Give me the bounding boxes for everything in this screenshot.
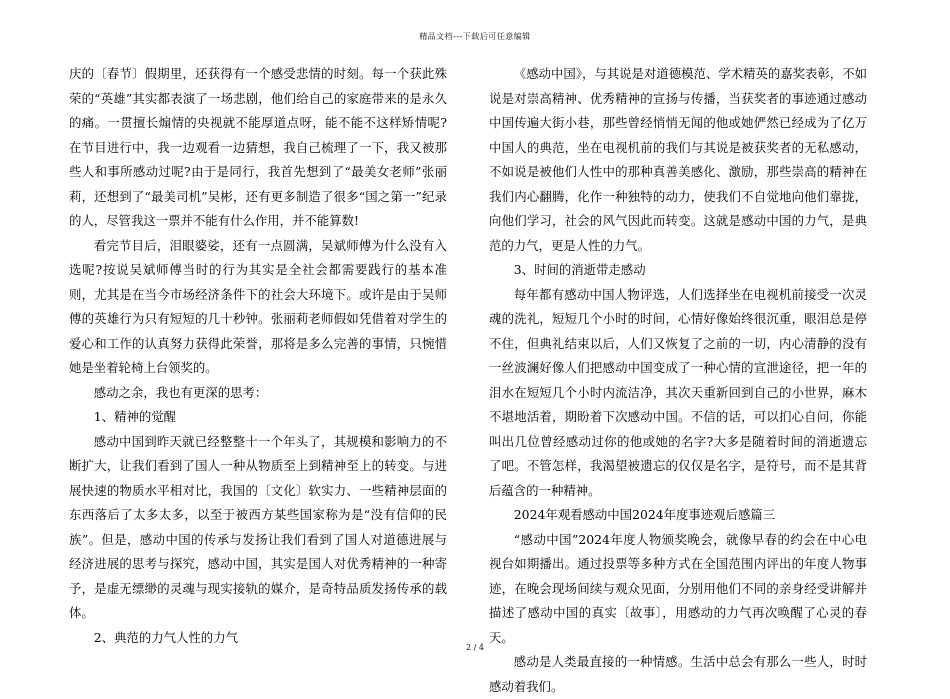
page-number: 2 / 4	[466, 643, 484, 652]
paragraph: 感动之余，我也有更深的思考：	[93, 384, 268, 400]
article-title: 2024年观看感动中国2024年度事迹观后感篇三	[513, 507, 776, 522]
section-heading: 3、时间的消逝带走感动	[513, 262, 646, 277]
paragraph: 《感动中国》，与其说是对道德模范、学术精英的嘉奖表彰，不如说是对崇高精神、优秀精神的宣扬与传播，当获奖者的事迹通过感动中国传遍大街小巷，那些曾经悄悄无闻的他或她俨然已经成为了亿万中国人的典范，坐在电视机前的我们与其说是被获奖者的无私感动，不如说是被他们人性中的那种真善美感化、激励，那些崇高的精神在我们内心翻腾，化作一种独特的动力，使我们不自觉地向他们靠拢，向他们学习，社会的风气因此而转变。这就是感动中国的力气，是典范的力气，更是人性的力气。	[489, 66, 867, 253]
section-heading: 2、典范的力气人性的力气	[93, 629, 238, 645]
paragraph: 感动中国到昨天就已经整整十一个年头了，其规模和影响力的不断扩大，让我们看到了国人一种从物质至上到精神至上的转变。与进展快速的物质水平相对比，我国的〔文化〕软实力、一些精神层面的东西落后了太多太多，以至于被西方某些国家称为是“没有信仰的民族”。但是，感动中国的传承与发扬让我们看到了国人对道德进展与经济进展的思考与探究，感动中国，其实是国人对优秀精神的一种寄予，是虚无缥缈的灵魂与现实接轨的媒介，是奇特品质发扬传承的载体。	[69, 433, 447, 620]
paragraph: 看完节目后，泪眼婆娑，还有一点圆满，吴斌师傅为什么没有入选呢?按说吴斌师傅当时的行为其实是全社会都需要践行的基本准则，尤其是在当今市场经济条件下的社会大环境下。或许是由于吴师傅的英雄行为只有短短的几十秒钟。张丽莉老师假如凭借着对学生的爱心和工作的认真努力获得此荣誉，那将是多么完善的事情，只惋惜她是坐着轮椅上台领奖的。	[69, 237, 447, 375]
paragraph: 每年都有感动中国人物评选，人们选择坐在电视机前接受一次灵魂的洗礼，短短几个小时的时间，心情好像始终很沉重，眼泪总是停不住，但典礼结束以后，人们又恢复了之前的一切，内心清静的没有一丝波澜好像人们把感动中国变成了一种心情的宣泄途径，把一年的泪水在短短几个小时内流洁净，其次天重新回到自己的小世界，麻木不堪地活着，期盼着下次感动中国。不信的话，可以扪心自问，你能叫出几位曾经感动过你的他或她的名字?大多是随着时间的消逝遗忘了吧。不管怎样，我渴望被遗忘的仅仅是名字，是符号，而不是其背后蕴含的一种精神。	[489, 286, 867, 498]
page-header: 精品文档---下载后可任意编辑	[419, 32, 531, 41]
paragraph: 感动是人类最直接的一种情感。生活中总会有那么一些人，时时感动着我们。	[489, 654, 867, 694]
left-column	[69, 62, 447, 650]
section-heading: 1、精神的觉醒	[93, 409, 177, 424]
right-column	[489, 62, 867, 699]
paragraph: 庆的〔春节〕假期里，还获得有一个感受悲情的时刻。每一个获此殊荣的“英雄”其实都表演了一场悲剧，他们给自己的家庭带来的是永久的痛。一贯擅长煽情的央视就不能厚道点呀，能不能不这样矫情呢?在节目进行中，我一边观看一边猜想，我自己梳理了一下，我又被那些人和事所感动过呢?由于是同行，我首先想到了“最美女老师”张丽莉，还想到了“最美司机”吴彬，还有更多制造了很多“国之第一”纪录的人，尽管我这一票并不能有什么作用，并不能算数!	[69, 66, 447, 228]
paragraph: “感动中国”2024年度人物颁奖晚会，就像早春的约会在中心电视台如期播出。通过投票等多种方式在全国范围内评出的年度人物事迹，在晚会现场间续与观众见面，分别用他们不同的亲身经受讲解并描述了感动中国的真实〔故事〕，用感动的力气再次唤醒了心灵的春天。	[489, 531, 867, 645]
